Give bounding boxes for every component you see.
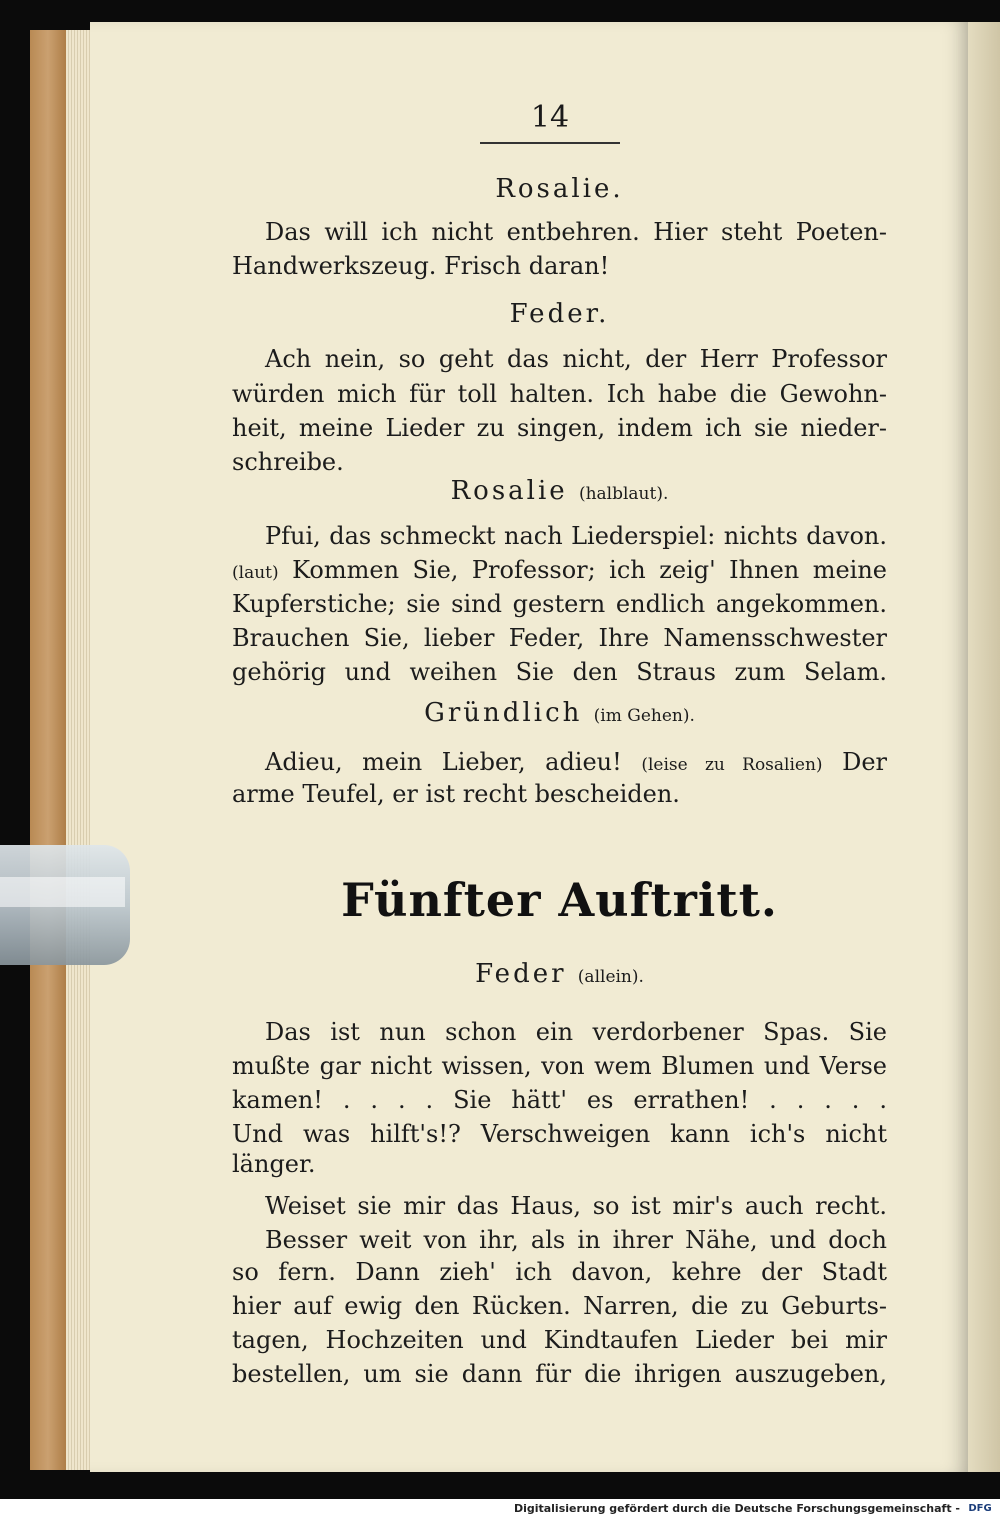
stage-direction: (halblaut). — [578, 484, 669, 504]
funding-footer — [0, 1499, 1000, 1519]
text-line: Besser weit von ihr, als in ihrer Nähe, und doch — [265, 1226, 887, 1254]
text-line: mußte gar nicht wissen, von wem Blumen und Verse — [232, 1052, 887, 1080]
speaker-rosalie-halblaut — [232, 474, 887, 511]
text-span: Der — [842, 748, 887, 776]
text-line: Ach nein, so geht das nicht, der Herr Professor — [265, 345, 887, 373]
text-line: Pfui, das schmeckt nach Liederspiel: nichts davon. — [265, 522, 887, 550]
speaker-name: Rosalie — [450, 476, 568, 506]
text-line: Brauchen Sie, lieber Feder, Ihre Namensschwester — [232, 624, 887, 652]
dfg-logo: DFG — [966, 1502, 994, 1515]
speaker-feder: Feder. — [509, 299, 610, 329]
text-line: Weiset sie mir das Haus, so ist mir's auch recht. — [265, 1192, 887, 1220]
speaker-feder-allein — [232, 957, 887, 994]
stage-direction: (allein). — [577, 967, 644, 987]
text-line: würden mich für toll halten. Ich habe die Gewohn- — [232, 380, 887, 408]
text-line: so fern. Dann zieh' ich davon, kehre der Stadt — [232, 1258, 887, 1286]
text-line: Das will ich nicht entbehren. Hier steht Poeten- — [265, 218, 887, 246]
text-line: bestellen, um sie dann für die ihrigen auszugeben, — [232, 1360, 887, 1388]
stage-direction: (leise zu Rosalien) — [641, 755, 823, 775]
text-line — [232, 554, 887, 589]
text-span: Kommen Sie, Professor; ich zeig' Ihnen meine — [292, 556, 887, 584]
speaker-name: Gründlich — [424, 698, 583, 728]
text-line: kamen! . . . . Sie hätt' es errathen! . . . . . — [232, 1086, 887, 1114]
text-line: Kupferstiche; sie sind gestern endlich angekommen. — [232, 590, 887, 618]
page-number: 14 — [530, 100, 570, 135]
text-line: Handwerkszeug. Frisch daran! — [232, 252, 610, 280]
text-line: gehörig und weihen Sie den Straus zum Selam. — [232, 658, 887, 686]
speaker-name: Feder — [475, 959, 567, 989]
text-line: hier auf ewig den Rücken. Narren, die zu Geburts- — [232, 1292, 887, 1320]
text-line: arme Teufel, er ist recht bescheiden. — [232, 780, 680, 808]
stage-direction: (im Gehen). — [593, 706, 695, 726]
page-clip-highlight — [0, 877, 125, 907]
speaker-gruendlich — [232, 696, 887, 733]
text-line — [265, 746, 887, 781]
stage-direction: (laut) — [232, 563, 279, 583]
header-rule — [480, 142, 620, 144]
book-binding — [30, 30, 70, 1470]
text-span: Adieu, mein Lieber, adieu! — [265, 748, 622, 776]
text-line: heit, meine Lieder zu singen, indem ich sie nieder- — [232, 414, 887, 442]
scene-heading: Fünfter Auftritt. — [341, 873, 778, 927]
text-line: Und was hilft's!? Verschweigen kann ich's nicht — [232, 1120, 887, 1148]
page-right-edge — [968, 22, 1000, 1472]
text-line: tagen, Hochzeiten und Kindtaufen Lieder bei mir — [232, 1326, 887, 1354]
text-line: länger. — [232, 1150, 316, 1178]
speaker-rosalie: Rosalie. — [495, 174, 624, 204]
funding-text: Digitalisierung gefördert durch die Deutsche Forschungsgemeinschaft - — [513, 1502, 960, 1515]
text-line: Das ist nun schon ein verdorbener Spas. Sie — [265, 1018, 887, 1046]
text-line: schreibe. — [232, 448, 344, 476]
